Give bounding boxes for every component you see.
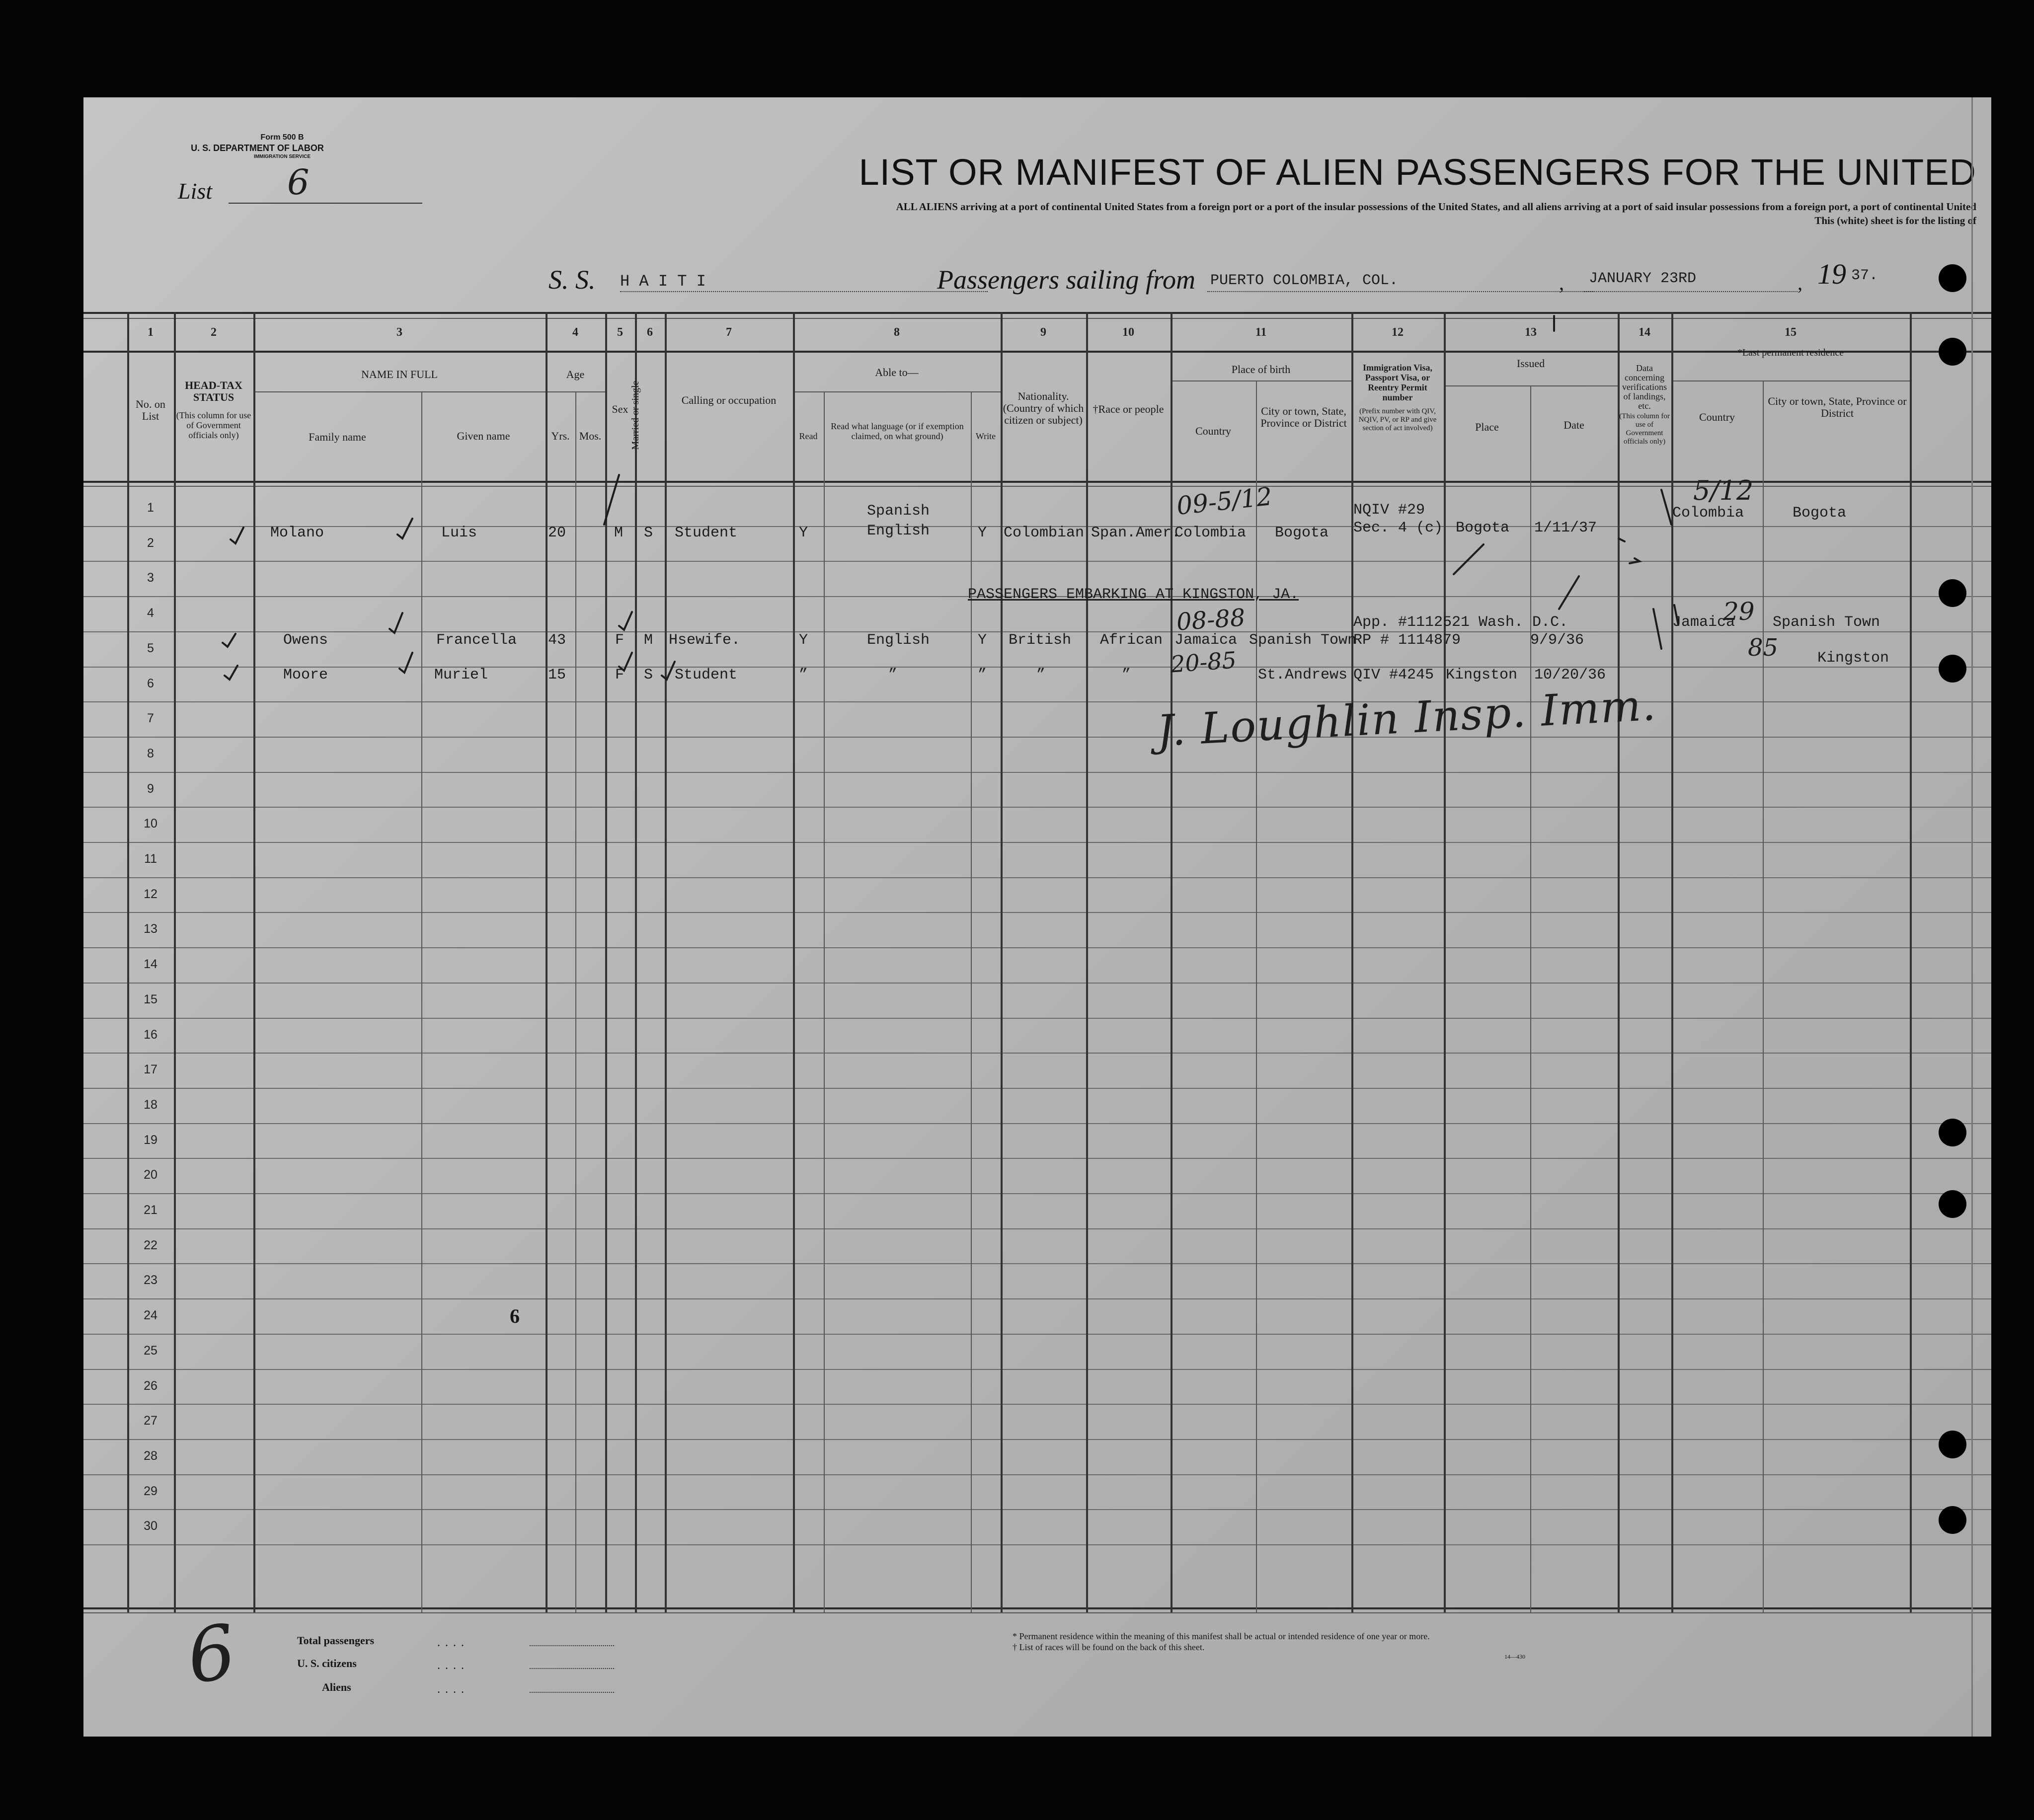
p2-occupation: Hsewife. [669,632,741,649]
row-number: 5 [147,641,154,655]
header-race: †Race or people [1093,403,1164,415]
header-married: Married or single [630,380,641,450]
row-number: 7 [147,711,154,725]
p3-issued-place: Kingston [1446,667,1518,683]
p1-issued-date: 1/11/37 [1534,520,1597,536]
p3-res-annotation: 85 [1748,634,1779,662]
p2-married: M [644,632,653,649]
p3-issued-date: 10/20/36 [1534,667,1606,683]
list-number: 6 [287,162,310,203]
p2-annotation: 08-88 [1175,604,1247,636]
p3-ditto-language: ” [888,667,898,683]
header-issued-place: Place [1475,421,1499,433]
row-number: 10 [144,817,157,831]
subtitle-line-2: This (white) sheet is for the listing of [1814,215,1976,227]
column-number: 5 [617,326,623,339]
p1-occupation: Student [675,525,738,541]
header-birth-city: City or town, State, Province or District [1260,405,1347,429]
total-label: Total passengers [297,1634,375,1647]
column-number: 6 [647,326,653,339]
p1-visa-2: Sec. 4 (c) [1353,520,1443,536]
date-value: JANUARY 23RD [1589,270,1697,287]
header-write: Write [975,431,996,441]
p2-visa-1: App. #1112521 Wash. D.C. [1353,614,1568,631]
header-verifications: Data concerning verifications of landings, etc. [1622,363,1667,411]
row-number: 11 [144,852,157,866]
punch-hole [1939,1190,1966,1218]
p2-res-annotation: 29 [1723,597,1755,626]
header-sex: Sex [612,403,628,415]
comma-2: , [1798,272,1802,294]
p3-sex: F [615,667,625,683]
p2-read: Y [799,632,808,649]
sailing-label: Passengers sailing from [937,265,1196,295]
p3-visa-1: QIV #4245 [1353,667,1434,683]
p1-res-annotation: 5/12 [1693,475,1754,506]
header-issued: Issued [1516,357,1545,370]
row-number: 20 [144,1168,157,1182]
p1-read: Y [799,525,808,541]
column-number: 1 [148,326,154,339]
row-number: 8 [147,747,154,760]
port-value: PUERTO COLOMBIA, COL. [1210,272,1399,289]
header-last-residence: *Last permanent residence [1737,347,1844,358]
citizens-label: U. S. citizens [297,1657,357,1669]
citizens-dots: .... [437,1659,469,1672]
p2-nationality: British [1009,632,1072,649]
row-number: 24 [144,1308,157,1322]
header-place-of-birth: Place of birth [1231,363,1291,376]
list-label: List [178,178,213,204]
column-number: 11 [1255,326,1267,339]
page-title: LIST OR MANIFEST OF ALIEN PASSENGERS FOR THE UNITED [859,152,1976,193]
header-age: Age [566,368,585,380]
p1-married: S [644,525,653,541]
p3-ditto-nationality: ” [1036,667,1046,683]
column-number: 8 [894,326,900,339]
p3-annotation: 20-85 [1170,646,1238,678]
ss-label: S. S. [548,265,596,295]
punch-hole [1939,655,1966,682]
p3-ditto-write: ” [978,667,987,683]
row-number: 27 [144,1414,157,1428]
row-number: 17 [144,1062,157,1076]
p3-family: Moore [283,667,328,683]
p2-res-country: Jamaica [1672,614,1735,631]
row-number: 21 [144,1203,157,1217]
p1-write: Y [978,525,987,541]
column-number: 9 [1040,326,1046,339]
p3-ditto-read: ” [799,667,808,683]
row-number: 16 [144,1028,157,1042]
column-number: 14 [1639,326,1650,339]
footnote-residence: * Permanent residence within the meaning of this manifest shall be actual or intended residence of one year or more. [1013,1631,1430,1641]
header-res-country: Country [1699,411,1735,423]
row-number: 26 [144,1379,157,1393]
comma-1: , [1559,272,1564,294]
row-number: 30 [144,1519,157,1533]
punch-hole [1939,338,1966,366]
service-label: IMMIGRATION SERVICE [253,154,311,159]
header-read: Read [799,431,818,441]
row-number: 15 [144,992,157,1006]
p2-write: Y [978,632,987,649]
column-number: 10 [1122,326,1134,339]
total-dots: .... [437,1636,469,1649]
p1-res-country: Colombia [1672,505,1744,522]
header-read-language: Read what language (or if exemption claimed, on what ground) [831,421,964,441]
column-number: 15 [1785,326,1797,339]
p3-married: S [644,667,653,683]
p1-yrs: 20 [548,525,566,541]
p1-birth-city: Bogota [1275,525,1329,541]
p3-yrs: 15 [548,667,566,683]
p3-birth-city: St.Andrews [1258,667,1348,683]
p1-family: Molano [270,525,324,541]
embark-note: PASSENGERS EMBARKING AT KINGSTON, JA. [968,586,1299,603]
column-number: 2 [211,326,217,339]
row-number: 29 [144,1484,157,1498]
page-edge-fold [1971,97,1973,1737]
p1-given: Luis [441,525,477,541]
p2-res-city: Spanish Town [1773,614,1880,631]
inspector-signature: J. Loughlin Insp. Imm. [1156,680,1658,757]
header-birth-country: Country [1195,425,1232,437]
p2-birth-country: Jamaica [1174,632,1238,649]
row-number: 3 [147,571,154,585]
total-line [530,1645,614,1646]
p1-issued-place: Bogota [1456,520,1510,536]
subtitle-line-1: ALL ALIENS arriving at a port of continental United States from a foreign port or a port of the insular possessions of the United States, and all aliens arriving at a port of said insular possessions from a foreign port, a port of continental United [896,201,1976,213]
year-suffix: 37. [1851,267,1878,284]
punch-hole [1939,1119,1966,1146]
p1-nationality: Colombian [1004,525,1085,541]
manifest-sheet [83,97,1991,1737]
header-family-name: Family name [309,431,366,443]
header-verifications-note: (This column for use of Government officials only) [1619,412,1670,446]
p2-visa-2: RP # 1114879 [1353,632,1461,649]
p1-sex: M [614,525,624,541]
header-nationality: Nationality. (Country of which citizen or subject) [1003,390,1084,426]
row-number: 2 [147,536,154,550]
stamp-number: 6 [510,1305,520,1327]
header-given-name: Given name [457,430,510,442]
header-head-tax: HEAD-TAX STATUS [185,379,242,403]
row-number: 4 [147,606,154,620]
row-number: 19 [144,1133,157,1147]
p1-res-city: Bogota [1793,505,1847,522]
p2-race: African [1100,632,1163,649]
p3-ditto-race: ” [1122,667,1131,683]
header-name-in-full: NAME IN FULL [361,368,438,380]
header-visa-note: (Prefix number with QIV, NQIV, PV, or RP and give section of act involved) [1358,407,1437,432]
p1-visa-1: NQIV #29 [1353,502,1425,519]
p2-given: Francella [436,632,517,649]
department-label: U. S. DEPARTMENT OF LABOR [191,143,324,153]
row-number: 12 [144,887,157,901]
column-number: 4 [572,326,578,339]
p2-birth-city: Spanish Town [1249,632,1357,649]
aliens-dots: .... [437,1683,469,1696]
row-number: 13 [144,922,157,936]
header-mos: Mos. [579,430,602,442]
header-res-city: City or town, State, Province or District [1768,395,1907,419]
row-number: 1 [147,501,154,515]
header-head-tax-note: (This column for use of Government officials only) [176,410,251,440]
row-number: 6 [147,677,154,690]
punch-hole [1939,579,1966,607]
form-number: Form 500 B [260,133,304,142]
p1-annotation: 09-5/12 [1175,482,1274,521]
row-number: 25 [144,1344,157,1358]
p1-birth-country: Colombia [1174,525,1247,541]
aliens-line [530,1692,614,1693]
p2-issued-date: 9/9/36 [1530,632,1584,649]
year-prefix: 19 [1817,258,1846,290]
header-yrs: Yrs. [551,430,570,442]
corner-number: 6 [182,1608,241,1701]
column-number: 3 [396,326,402,339]
p3-given: Muriel [434,667,488,683]
p2-family: Owens [283,632,328,649]
column-number: 13 [1525,326,1537,339]
punch-hole [1939,264,1966,292]
footnote-races: † List of races will be found on the back of this sheet. [1013,1642,1205,1652]
citizens-line [530,1668,614,1669]
header-calling: Calling or occupation [681,394,777,406]
p3-res-city: Kingston [1817,650,1889,667]
p2-language: English [866,632,930,649]
header-issued-date: Date [1564,419,1584,431]
p1-language-1: Spanish [866,503,930,520]
print-code: 14—430 [1504,1653,1525,1660]
aliens-label: Aliens [322,1681,351,1693]
row-number: 28 [144,1449,157,1463]
p3-occupation: Student [675,667,738,683]
p1-language-2: English [866,523,930,539]
column-number: 7 [726,326,732,339]
row-number: 18 [144,1098,157,1112]
row-number: 14 [144,957,157,971]
p2-yrs: 43 [548,632,566,649]
row-number: 9 [147,782,154,796]
p1-race: Span.Amer. [1091,525,1181,541]
row-number: 22 [144,1238,157,1252]
header-no-on-list: No. on List [136,398,165,422]
punch-hole [1939,1506,1966,1534]
ship-name: H A I T I [620,272,706,291]
check-marks [83,97,1991,1737]
row-number: 23 [144,1273,157,1287]
p2-sex: F [615,632,625,649]
header-able-to: Able to— [875,366,919,379]
column-number: 12 [1392,326,1404,339]
header-visa: Immigration Visa, Passport Visa, or Reentry Permit number [1362,363,1432,402]
punch-hole [1939,1431,1966,1458]
